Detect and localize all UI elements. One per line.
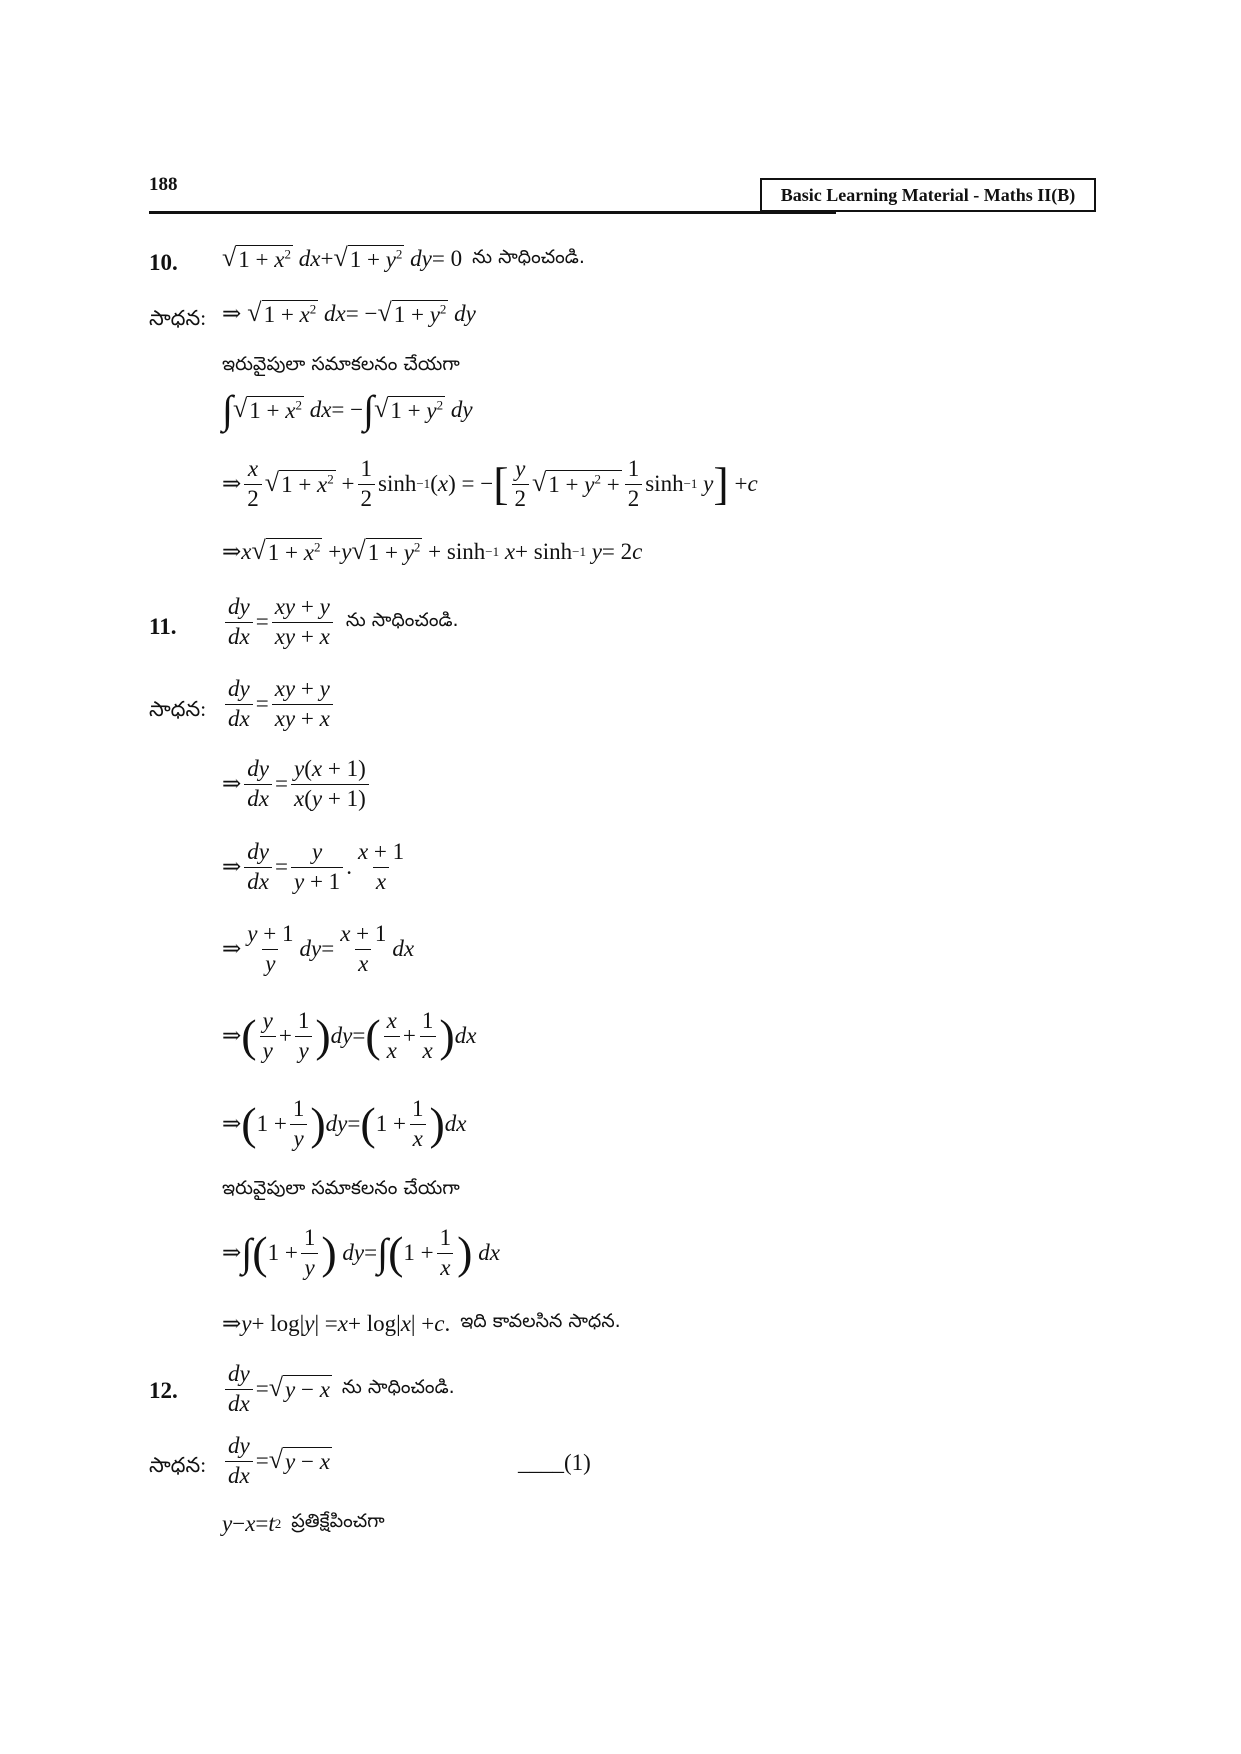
solution-11-step-7: ⇒ ∫ ( 1 + $\frac{1}{y}$ ) dy = ∫ ( 1 + $\frac{1}{x}$ ) dx	[222, 1224, 500, 1283]
solution-12-step-1: $\frac{dy}{dx}$ = √ y − x	[222, 1432, 332, 1491]
problem-12-statement: $\frac{dy}{dx}$ = √ y − x ను సాధించండి.	[222, 1360, 455, 1419]
header-rule	[149, 211, 836, 214]
problem-number: 11.	[149, 614, 177, 639]
substituting-text: ప్రతిక్షేపించగా	[291, 1510, 385, 1532]
problem-11-statement: $\frac{dy}{dx}$ = $\frac{xy + y}{xy + x}$ ను సాధించండి.	[222, 593, 459, 652]
solution-10-step-2: ∫ √ $1 + x^2$ dx = − ∫ √ $1 + y^2$ dy	[222, 387, 473, 432]
solution-label: సాధన:	[149, 306, 207, 330]
solution-11-step-3: ⇒ $\frac{dy}{dx}$ = $\frac{y}{y + 1}$ . $\frac{x + 1}{x}$	[222, 838, 410, 897]
solution-11-step-4: ⇒ $\frac{y + 1}{y}$ dy = $\frac{x + 1}{x}$ dx	[222, 920, 414, 979]
required-solution-text: ఇది కావలసిన సాధన.	[460, 1310, 621, 1332]
integrate-both-text: ఇరువైపులా సమాకలనం చేయగా	[222, 1177, 460, 1199]
solution-11-step-5: ⇒ ( $\frac{y}{y}$ + $\frac{1}{y}$ ) dy = ( $\frac{x}{x}$ + $\frac{1}{x}$ ) dx	[222, 1007, 476, 1066]
problem-number: 10.	[149, 250, 178, 275]
header-title-box: Basic Learning Material - Maths II(B)	[760, 178, 1096, 212]
problem-number: 12.	[149, 1378, 178, 1403]
problem-10-statement: √ $1 + x^2$ dx + √ $1 + y^2$ dy = 0 ను సాధించండి.	[222, 243, 585, 272]
solution-10-step-4: ⇒ x √ $1 + x^2$ + y √ $1 + y^2$ + sinh −1 x + sinh −1 y = 2 c	[222, 536, 643, 565]
prove-text: ను సాధించండి.	[345, 608, 459, 631]
solution-11-step-2: ⇒ $\frac{dy}{dx}$ = $\frac{y(x + 1)}{x(y + 1)}$	[222, 755, 372, 814]
solution-10-step-1: ⇒ √ $1 + x^2$ dx = − √ $1 + y^2$ dy	[222, 298, 476, 327]
solution-label: సాధన:	[149, 1453, 207, 1477]
solution-label: సాధన:	[149, 697, 207, 721]
prove-text: ను సాధించండి.	[472, 245, 585, 268]
solution-11-step-1: $\frac{dy}{dx}$ = $\frac{xy + y}{xy + x}$	[222, 675, 336, 734]
solution-10-step-3: ⇒ $\frac{x}{2}$ √ $1 + x^2$ + $\frac{1}{2}$ sinh −1 ( x ) = − [ $\frac{y}{2}$ √ $1 + y^2$ + $\frac{1}{2}$ sinh −1 y ] + c	[222, 455, 758, 514]
solution-11-step-6: ⇒ ( 1 + $\frac{1}{y}$ ) dy = ( 1 + $\frac{1}{x}$ ) dx	[222, 1095, 466, 1154]
solution-12-step-2: y − x = t 2 ప్రతిక్షేపించగా	[222, 1510, 385, 1536]
page-number: 188	[149, 174, 178, 195]
equation-tag-1: ____(1)	[518, 1450, 591, 1475]
prove-text: ను సాధించండి.	[341, 1375, 455, 1398]
solution-11-step-8: ⇒ y + log| y | = x + log| x | + c . ఇది కావలసిన సాధన.	[222, 1310, 621, 1336]
integrate-both-text: ఇరువైపులా సమాకలనం చేయగా	[222, 353, 460, 375]
